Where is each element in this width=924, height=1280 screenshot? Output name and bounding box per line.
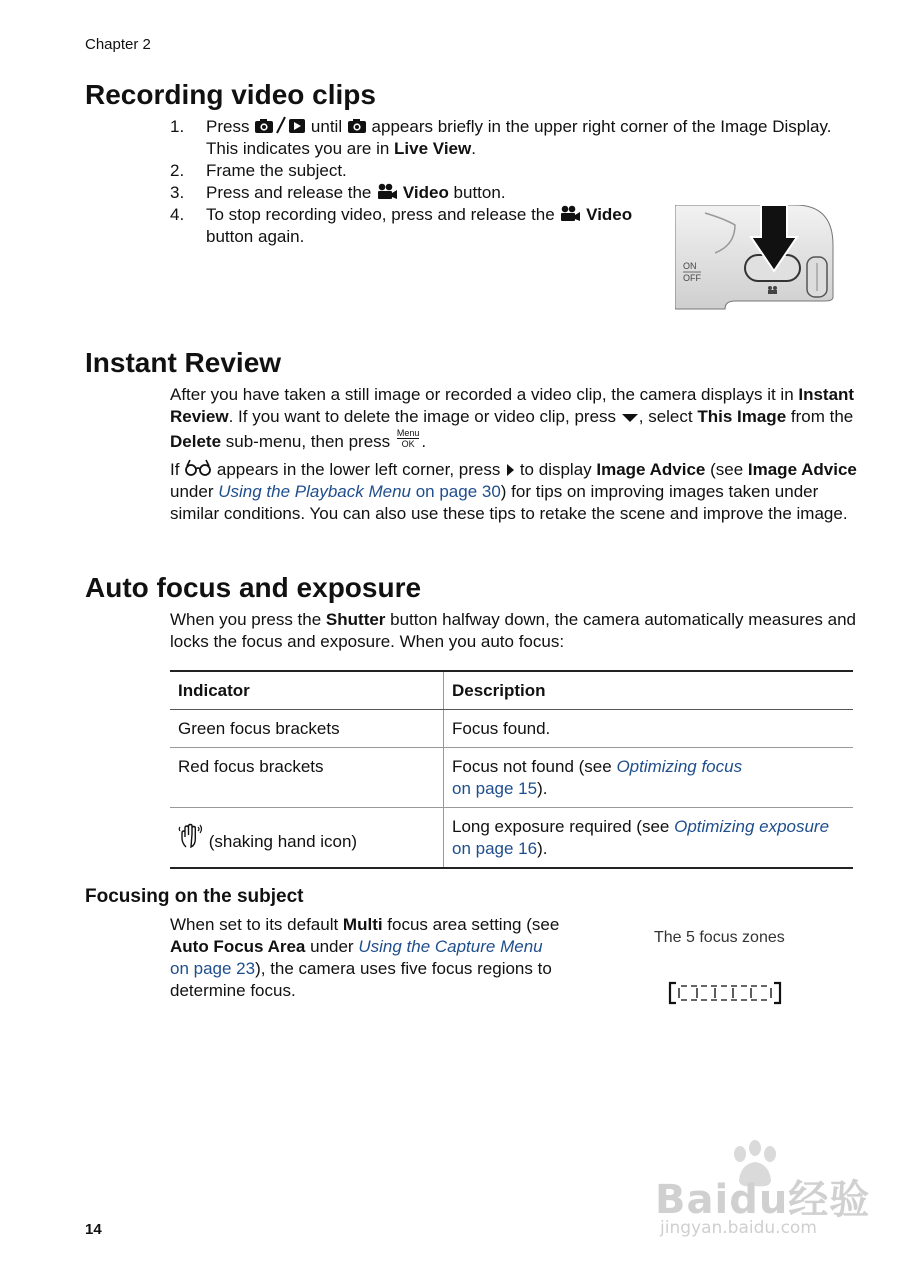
watermark-url: jingyan.baidu.com [660, 1218, 817, 1238]
column-header-description: Description [444, 671, 854, 710]
link-using-playback-menu[interactable]: Using the Playback Menu [218, 482, 411, 501]
glasses-icon [184, 459, 212, 477]
section-title-recording: Recording video clips [85, 79, 376, 110]
link-page-23[interactable]: on page 23 [170, 959, 256, 978]
step-2: 2. Frame the subject. [170, 161, 347, 180]
indicator-table [170, 670, 853, 869]
focus-zones-caption: The 5 focus zones [654, 929, 785, 946]
step-3: 3. Press and release the Video button. [170, 183, 506, 202]
description-cell: Focus found. [444, 710, 854, 748]
playback-icon [288, 118, 306, 134]
baidu-watermark [655, 1140, 875, 1250]
link-optimizing-exposure[interactable]: Optimizing exposure [674, 817, 830, 836]
video-icon [376, 183, 398, 200]
shaking-hand-icon [178, 823, 204, 849]
section-title-instant-review: Instant Review [85, 347, 282, 378]
link-optimizing-focus[interactable]: Optimizing focus [616, 757, 743, 776]
down-arrow-icon [621, 412, 639, 424]
camera-icon [254, 118, 274, 134]
table-row [170, 808, 853, 869]
focusing-paragraph: When set to its default Multi focus area setting (see Auto Focus Area under Using the Capture Menu on page 23), the camera uses five focus regions to determine focus. [170, 915, 560, 1000]
indicator-cell: Red focus brackets [170, 748, 444, 808]
section-title-auto-focus: Auto focus and exposure [85, 572, 422, 603]
table-row [170, 710, 853, 748]
step-number: 3. [170, 183, 185, 202]
on-label: ON [683, 261, 697, 271]
step-1: 1. Press until appears briefly in the upper right corner of the Image Display. This indicates you are in Live View. [170, 117, 832, 158]
chapter-label: Chapter 2 [85, 36, 151, 53]
video-button-illustration [675, 205, 835, 311]
link-using-capture-menu[interactable]: Using the Capture Menu [358, 937, 543, 956]
step-number: 2. [170, 161, 185, 180]
video-icon [559, 205, 581, 222]
watermark-brand: Baidu经验 [655, 1177, 871, 1223]
indicator-table-wrap [170, 670, 853, 869]
instant-review-paragraph-2: If appears in the lower left corner, press to display Image Advice (see Image Advice under Using the Playback Menu on page 30) for tips on improving images taken under similar conditions. You can also use these tips to retake the scene and improve the image. [170, 460, 857, 523]
subsection-title-focusing: Focusing on the subject [85, 886, 304, 907]
auto-focus-intro: When you press the Shutter button halfway down, the camera automatically measures and locks the focus and exposure. When you auto focus: [170, 610, 857, 651]
page-number: 14 [85, 1221, 102, 1238]
step-number: 4. [170, 205, 185, 224]
table-row [170, 748, 853, 808]
focus-zones-diagram [667, 981, 783, 1005]
link-page-16[interactable]: on page 16 [452, 839, 538, 858]
camera-icon [347, 118, 367, 134]
right-arrow-icon [505, 463, 515, 477]
slash-icon [274, 116, 288, 134]
instant-review-paragraph-1: After you have taken a still image or recorded a video clip, the camera displays it in Instant Review. If you want to delete the image or video clip, press , select This Image from the Delete sub-menu, then press Menu OK . [170, 385, 855, 451]
indicator-cell: (shaking hand icon) [170, 808, 444, 869]
link-page-30[interactable]: on page 30 [410, 482, 501, 501]
description-cell: Long exposure required (see Optimizing exposure on page 16). [444, 808, 854, 869]
table-header-row [170, 671, 853, 710]
column-header-indicator: Indicator [170, 671, 444, 710]
link-page-15[interactable]: on page 15 [452, 779, 538, 798]
step-number: 1. [170, 117, 185, 136]
description-cell: Focus not found (see Optimizing focus on page 15). [444, 748, 854, 808]
off-label: OFF [683, 273, 701, 283]
indicator-cell: Green focus brackets [170, 710, 444, 748]
step-4: 4. To stop recording video, press and release the Video button again. [170, 205, 633, 246]
menu-ok-icon: Menu OK [396, 428, 420, 449]
